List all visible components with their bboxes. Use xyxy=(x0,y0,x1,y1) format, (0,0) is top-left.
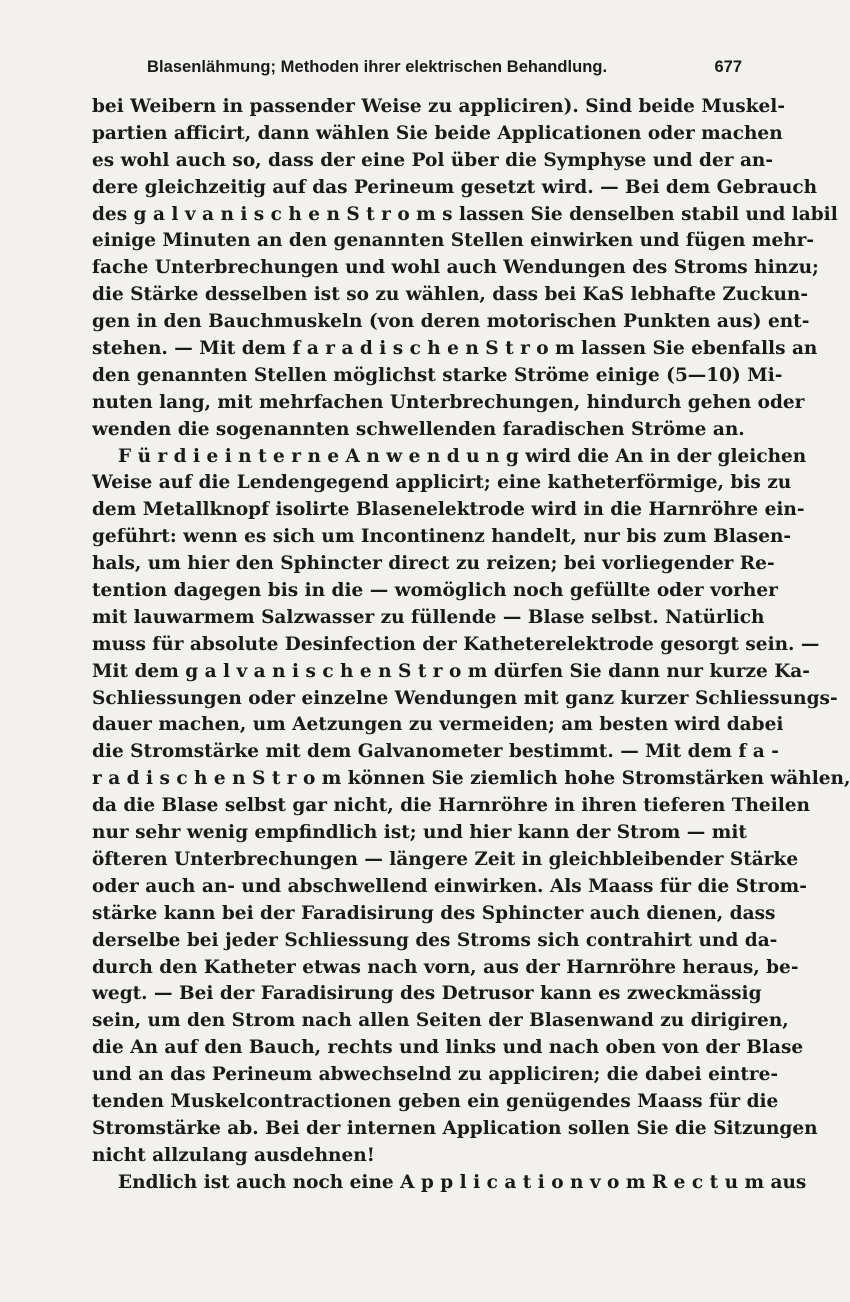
text-line: gen in den Bauchmuskeln (von deren motorischen Punkten aus) ent- xyxy=(92,311,810,333)
text-line: Weise auf die Lendengegend applicirt; eine katheterförmige, bis zu xyxy=(92,472,792,494)
text-line: geführt: wenn es sich um Incontinenz handelt, nur bis zum Blasen- xyxy=(92,526,792,548)
text-line: derselbe bei jeder Schliessung des Stroms sich contrahirt und da- xyxy=(92,929,778,951)
text-line: die An auf den Bauch, rechts und links und nach oben von der Blase xyxy=(92,1037,804,1059)
text-line: dauer machen, um Aetzungen zu vermeiden; am besten wird dabei xyxy=(92,714,784,736)
text-line: Stromstärke ab. Bei der internen Application sollen Sie die Sitzungen xyxy=(92,1117,818,1139)
text-line: tention dagegen bis in die — womöglich noch gefüllte oder vorher xyxy=(92,580,778,602)
body-text xyxy=(92,94,850,1197)
text-line: partien afficirt, dann wählen Sie beide Applicationen oder machen xyxy=(92,122,783,144)
text-line: einige Minuten an den genannten Stellen einwirken und fügen mehr- xyxy=(92,230,815,252)
text-line: mit lauwarmem Salzwasser zu füllende — Blase selbst. Natürlich xyxy=(92,606,765,628)
text-line: es wohl auch so, dass der eine Pol über die Symphyse und der an- xyxy=(92,149,774,171)
running-head xyxy=(92,58,742,84)
text-line: nur sehr wenig empfindlich ist; und hier kann der Strom — mit xyxy=(92,822,747,844)
text-line: dere gleichzeitig auf das Perineum gesetzt wird. — Bei dem Gebrauch xyxy=(92,176,818,198)
text-line: den genannten Stellen möglichst starke Ströme einige (5—10) Mi- xyxy=(92,364,783,386)
text-line: sein, um den Strom nach allen Seiten der Blasenwand zu dirigiren, xyxy=(92,1010,789,1032)
text-line: Endlich ist auch noch eine A p p l i c a t i o n v o m R e c t u m aus xyxy=(118,1171,807,1193)
text-line: F ü r d i e i n t e r n e A n w e n d u n g wird die An in der gleichen xyxy=(118,445,807,467)
text-line: oder auch an- und abschwellend einwirken. Als Maass für die Strom- xyxy=(92,875,807,897)
text-line: die Stromstärke mit dem Galvanometer bestimmt. — Mit dem f a - xyxy=(92,741,779,763)
text-line: wenden die sogenannten schwellenden faradischen Ströme an. xyxy=(92,418,745,440)
text-line: und an das Perineum abwechselnd zu appliciren; die dabei eintre- xyxy=(92,1064,779,1086)
text-line: wegt. — Bei der Faradisirung des Detrusor kann es zweckmässig xyxy=(92,983,762,1005)
text-line: Schliessungen oder einzelne Wendungen mit ganz kurzer Schliessungs- xyxy=(92,687,838,709)
text-line: tenden Muskelcontractionen geben ein genügendes Maass für die xyxy=(92,1090,779,1112)
text-line: fache Unterbrechungen und wohl auch Wendungen des Stroms hinzu; xyxy=(92,257,819,279)
text-line: dem Metallknopf isolirte Blasenelektrode wird in die Harnröhre ein- xyxy=(92,499,805,521)
text-line: stärke kann bei der Faradisirung des Sphincter auch dienen, dass xyxy=(92,902,776,924)
text-line: nicht allzulang ausdehnen! xyxy=(92,1144,375,1166)
text-line: r a d i s c h e n S t r o m können Sie ziemlich hohe Stromstärken wählen, xyxy=(92,768,850,790)
page-number: 677 xyxy=(714,58,742,76)
text-line: durch den Katheter etwas nach vorn, aus der Harnröhre heraus, be- xyxy=(92,956,799,978)
text-line: hals, um hier den Sphincter direct zu reizen; bei vorliegender Re- xyxy=(92,553,775,575)
text-line: muss für absolute Desinfection der Katheterelektrode gesorgt sein. — xyxy=(92,633,820,655)
text-line: die Stärke desselben ist so zu wählen, dass bei KaS lebhafte Zuckun- xyxy=(92,284,809,306)
text-line: öfteren Unterbrechungen — längere Zeit in gleichbleibender Stärke xyxy=(92,848,799,870)
text-line: stehen. — Mit dem f a r a d i s c h e n S t r o m lassen Sie ebenfalls an xyxy=(92,338,818,360)
text-line: bei Weibern in passender Weise zu appliciren). Sind beide Muskel- xyxy=(92,96,786,117)
text-line: des g a l v a n i s c h e n S t r o m s lassen Sie denselben stabil und labil xyxy=(92,203,838,225)
text-line: nuten lang, mit mehrfachen Unterbrechungen, hindurch gehen oder xyxy=(92,391,805,413)
running-title: Blasenlähmung; Methoden ihrer elektrischen Behandlung. xyxy=(147,58,608,76)
text-line: Mit dem g a l v a n i s c h e n S t r o m dürfen Sie dann nur kurze Ka- xyxy=(92,660,810,682)
text-line: da die Blase selbst gar nicht, die Harnröhre in ihren tieferen Theilen xyxy=(92,795,810,817)
